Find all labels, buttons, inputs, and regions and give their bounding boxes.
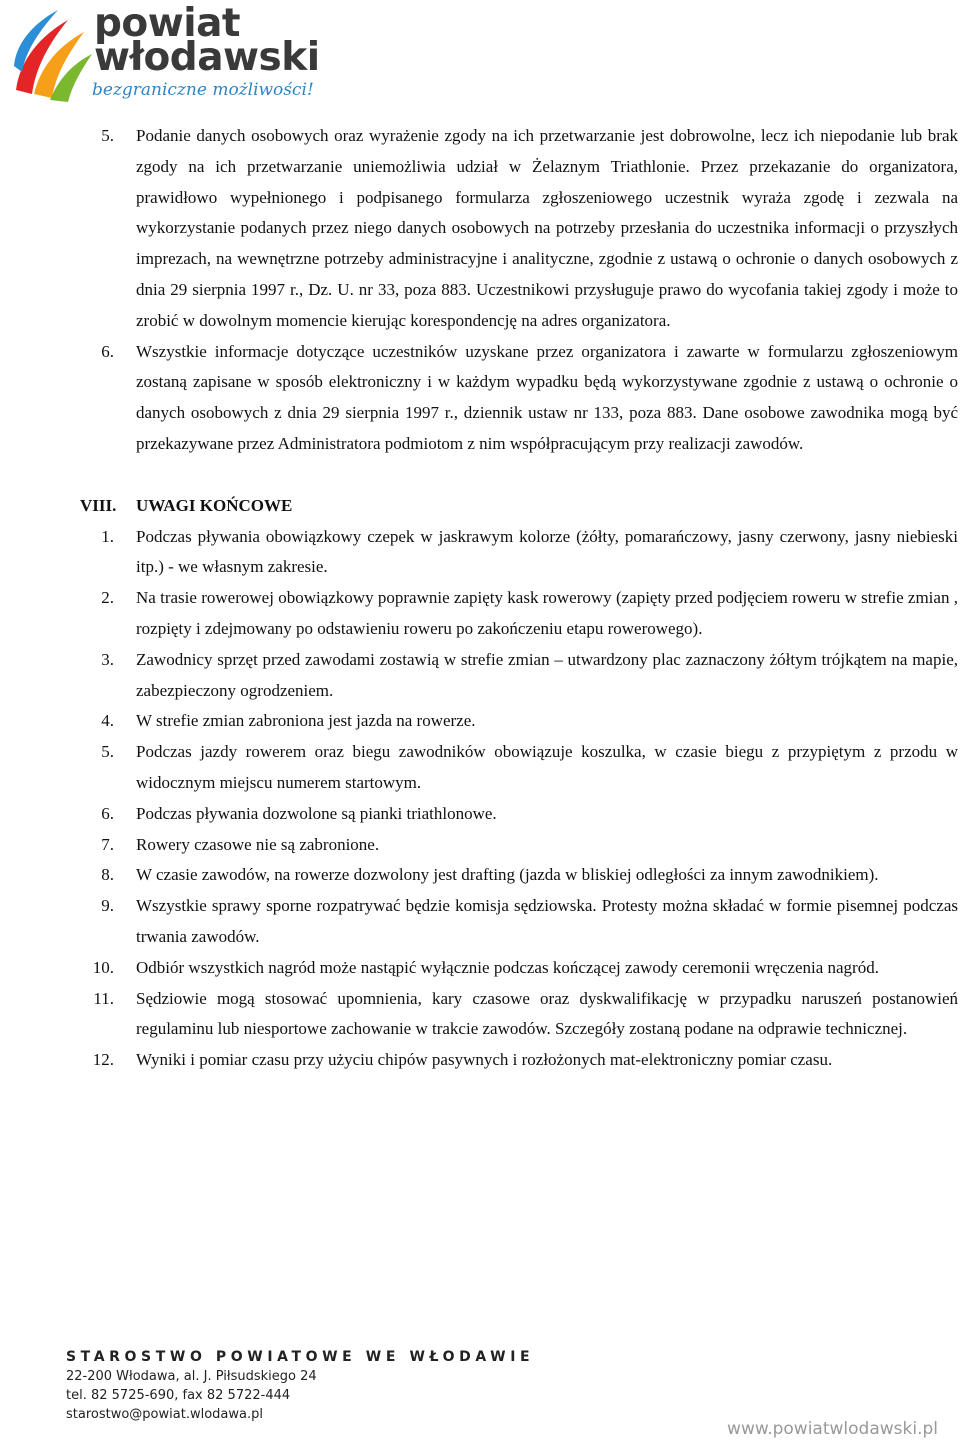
- item-text: Sędziowie mogą stosować upomnienia, kary czasowe oraz dyskwalifikację w przypadku naruszeń postanowień regulaminu lub niesportowe zachowanie w trakcie zawodów. Szczegóły zostaną podane na odprawie technicznej.: [136, 988, 958, 1039]
- list-item: [80, 337, 958, 460]
- page-footer: [66, 1347, 946, 1439]
- item-number: 2.: [101, 588, 114, 608]
- item-text: W strefie zmian zabroniona jest jazda na rowerze.: [136, 711, 476, 731]
- header-logo: [6, 1, 320, 110]
- item-number: 9.: [101, 896, 114, 916]
- item-number: 12.: [92, 1050, 114, 1070]
- list-item: [80, 830, 958, 861]
- item-text: Wszystkie informacje dotyczące uczestników uzyskane przez organizatora i zawarte w formularzu zgłoszeniowym zostaną zapisane w sposób elektroniczny i w każdym wypadku będą wykorzystywane zgodnie z ustawą o ochronie o danych osobowych z dnia 29 sierpnia 1997 r., dziennik ustaw nr 133, poza 883. Dane osobowe zawodnika mogą być przekazywane przez Administratora podmiotom z nim współpracującym przy realizacji zawodów.: [136, 341, 958, 453]
- section-number: VIII.: [80, 495, 117, 515]
- section-heading: [80, 491, 958, 522]
- item-number: 5.: [101, 126, 114, 145]
- item-number: 8.: [101, 865, 114, 885]
- item-text: Na trasie rowerowej obowiązkowy poprawnie zapięty kask rowerowy (zapięty przed podjęciem roweru w strefie zmian , rozpięty i zdejmowany po odstawieniu roweru po zakończeniu etapu rowerowego).: [136, 588, 958, 638]
- list-item: [80, 737, 958, 799]
- list-item: [80, 1045, 958, 1076]
- item-number: 6.: [101, 803, 114, 823]
- document-body: [80, 121, 958, 1076]
- item-number: 4.: [101, 711, 114, 731]
- footer-email[interactable]: starostwo@powiat.wlodawa.pl: [66, 1407, 263, 1422]
- item-text: Zawodnicy sprzęt przed zawodami zostawią w strefie zmian – utwardzony plac zaznaczony żółtym trójkątem na mapie, zabezpieczony ogrodzeniem.: [136, 649, 958, 700]
- logo-word-wlodawski: włodawski: [94, 35, 320, 80]
- item-number: 1.: [101, 526, 114, 546]
- item-text: Wszystkie sprawy sporne rozpatrywać będzie komisja sędziowska. Protesty można składać w formie pisemnej podczas trwania zawodów.: [136, 896, 958, 946]
- list-item: [80, 891, 958, 953]
- logo-emblem-icon: [6, 2, 94, 102]
- item-text: Rowery czasowe nie są zabronione.: [136, 834, 380, 854]
- list-item: [80, 953, 958, 984]
- item-text: Odbiór wszystkich nagród może nastąpić wyłącznie podczas kończącej zawody ceremonii wręczenia nagród.: [136, 957, 879, 977]
- logo-tagline: bezgraniczne możliwości!: [92, 80, 314, 100]
- footer-phone: tel. 82 5725-690, fax 82 5722-444: [66, 1388, 291, 1403]
- item-text: W czasie zawodów, na rowerze dozwolony jest drafting (jazda w bliskiej odległości za innym zawodnikiem).: [136, 865, 879, 885]
- item-text: Podczas pływania dozwolone są pianki triathlonowe.: [136, 803, 497, 823]
- list-item: [80, 799, 958, 830]
- item-text: Podanie danych osobowych oraz wyrażenie zgody na ich przetwarzanie jest dobrowolne, lecz ich niepodanie lub brak zgody na ich przetwarzanie uniemożliwia udział w Żelaznym Triathlonie. Przez przekazanie do organizatora, prawidłowo wypełnionego i podpisanego formularza zgłoszeniowego uczestnik wyraża zgodę i zezwala na wykorzystanie podanych przez niego danych osobowych na potrzeby przesłania do uczestnika informacji o przyszłych imprezach, na wewnętrzne potrzeby administracyjne i analityczne, zgodnie z ustawą o ochronie o danych osobowych z dnia 29 sierpnia 1997 r., Dz. U. nr 33, poza 883. Uczestnikowi przysługuje prawo do wycofania takiej zgody i może to zrobić w dowolnym momencie kierując korespondencję na adres organizatora.: [136, 126, 958, 330]
- list-item: [80, 860, 958, 891]
- item-text: Podczas jazdy rowerem oraz biegu zawodników obowiązuje koszulka, w czasie biegu z przypiętym z przodu w widocznym miejscu numerem startowym.: [136, 742, 958, 792]
- item-number: 7.: [101, 834, 114, 854]
- item-text: Wyniki i pomiar czasu przy użyciu chipów pasywnych i rozłożonych mat-elektroniczny pomiar czasu.: [136, 1050, 833, 1070]
- list-item: [80, 121, 958, 337]
- item-number: 6.: [101, 341, 114, 361]
- item-number: 5.: [101, 742, 114, 762]
- list-item: [80, 706, 958, 737]
- item-number: 10.: [92, 957, 114, 977]
- logo-word-powiat: powiat: [94, 1, 241, 46]
- list-item: [80, 645, 958, 707]
- item-number: 11.: [93, 988, 114, 1008]
- list-item: [80, 522, 958, 584]
- footer-title: STAROSTWO POWIATOWE WE WŁODAWIE: [66, 1349, 535, 1365]
- footer-address: 22-200 Włodawa, al. J. Piłsudskiego 24: [66, 1369, 317, 1384]
- footer-website-link[interactable]: www.powiatwlodawski.pl: [727, 1419, 938, 1439]
- list-item: [80, 984, 958, 1046]
- list-item: [80, 583, 958, 645]
- item-text: Podczas pływania obowiązkowy czepek w jaskrawym kolorze (żółty, pomarańczowy, jasny czerwony, jasny niebieski itp.) - we własnym zakresie.: [136, 526, 958, 577]
- item-number: 3.: [101, 649, 114, 669]
- section-title: UWAGI KOŃCOWE: [136, 495, 293, 515]
